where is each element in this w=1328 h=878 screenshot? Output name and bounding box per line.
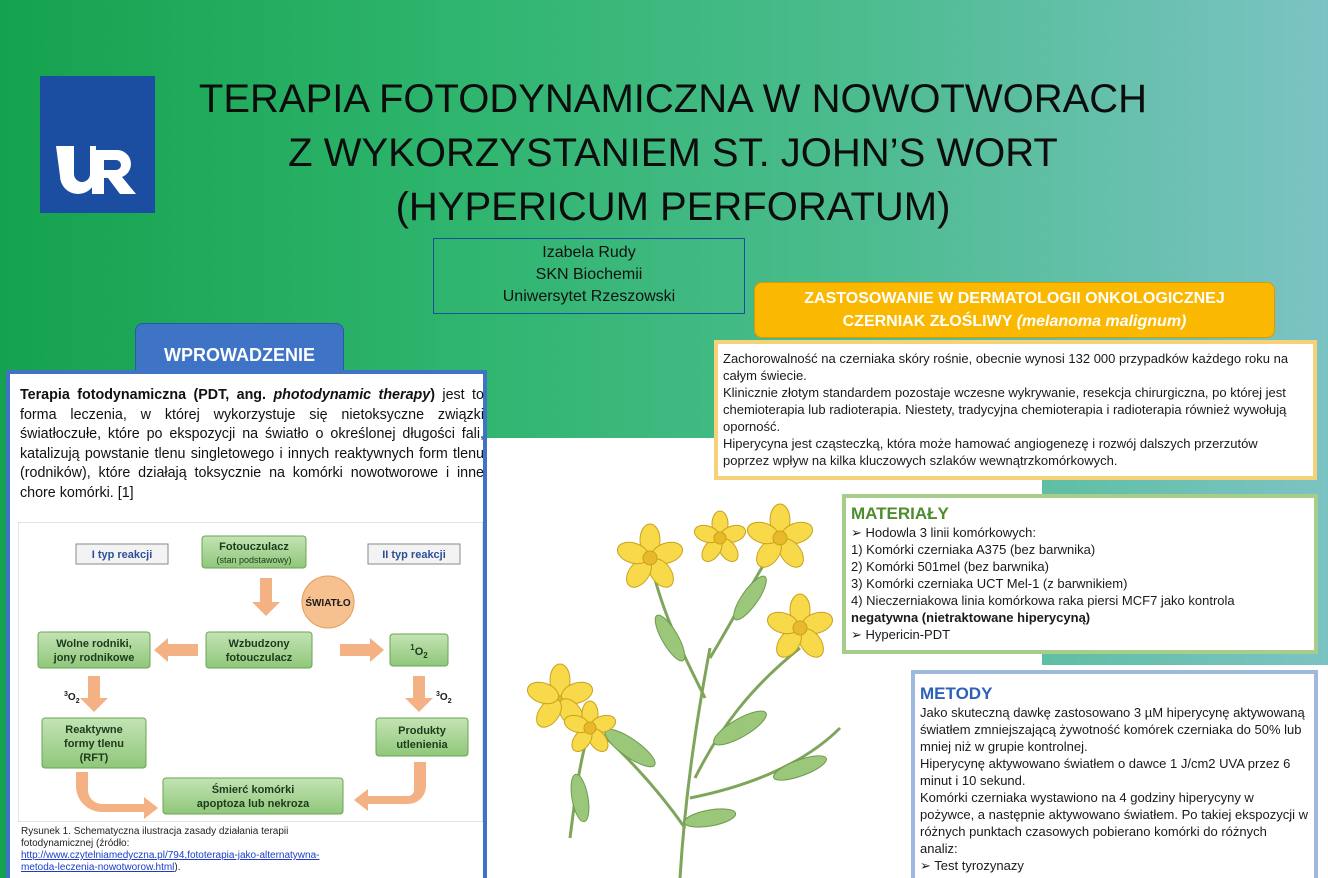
title-line-3: (HYPERICUM PERFORATUM): [395, 185, 951, 229]
methods-bullet: ➢ Test tyrozynazy: [920, 858, 1024, 873]
derm-header-latin: (melanoma malignum): [1016, 313, 1187, 330]
methods-p3: Komórki czerniaka wystawiono na 4 godziny hiperycyny w pożywce, a następnie aktywowano światłem. Po takiej ekspozycji w różnych punktach czasowych pobierano komórki do różnych analiz:: [920, 790, 1309, 856]
intro-term-en: photodynamic therapy: [273, 387, 431, 403]
photosensitizer-l2: (stan podstawowy): [216, 555, 292, 565]
derm-panel: [714, 340, 1317, 480]
materials-header: MATERIAŁY: [851, 504, 949, 523]
singlet-text: $^1O_2$: [410, 643, 428, 660]
ur-logo-icon: [52, 140, 147, 200]
methods-header: METODY: [920, 684, 993, 703]
caption-line-1: Rysunek 1. Schematyczna ilustracja zasady działania terapii: [21, 826, 289, 837]
derm-header-l2: CZERNIAK ZŁOŚLIWY: [842, 313, 1013, 330]
light-label: ŚWIATŁO: [305, 598, 351, 609]
methods-panel: [911, 670, 1318, 878]
title-line-2: Z WYKORZYSTANIEM ST. JOHN’S WORT: [288, 131, 1058, 175]
intro-text: [20, 386, 484, 503]
materials-panel: [842, 494, 1318, 654]
materials-last: ➢ Hypericin-PDT: [851, 627, 951, 642]
methods-p2: Hiperycynę aktywowano światłem o dawce 1 J/cm2 UVA przez 6 minut i 10 sekund.: [920, 756, 1291, 788]
intro-term: Terapia fotodynamiczna (PDT, ang.: [20, 387, 267, 403]
caption-end: ).: [174, 862, 181, 873]
title-line-1: TERAPIA FOTODYNAMICZNA W NOWOTWORACH: [198, 77, 1148, 121]
triplet-right: $^3O_2$: [436, 691, 452, 705]
derm-header: [754, 282, 1275, 338]
radicals-l2: jony rodnikowe: [53, 652, 135, 664]
photosensitizer-l1: Fotouczulacz: [219, 541, 289, 553]
author-name: Izabela Rudy: [542, 244, 636, 261]
materials-line-0: ➢ Hodowla 3 linii komórkowych:: [851, 525, 1037, 540]
intro-body: jest to forma leczenia, w której wykorzystuje się nietoksyczne związki światłoczułe, które po ekspozycji na światło o określonej długości fali, katalizują powstanie tlenu singletowego i innych reaktywnych form tlenu (rodników), które działają toksycznie na komórki nowotworowe i inne chore komórki. [1]: [20, 387, 484, 501]
death-l2: apoptoza lub nekroza: [196, 798, 310, 810]
derm-header-l1: ZASTOSOWANIE W DERMATOLOGII ONKOLOGICZNEJ: [804, 290, 1225, 307]
materials-line-3: 3) Komórki czerniaka UCT Mel-1 (z barwnikiem): [851, 576, 1128, 591]
death-l1: Śmierć komórki: [211, 784, 295, 796]
oxidation-l2: utlenienia: [396, 739, 448, 751]
type2-label: II typ reakcji: [382, 549, 446, 561]
rft-l2: formy tlenu: [64, 738, 124, 750]
intro-term-close: ): [430, 387, 435, 403]
type1-label: I typ reakcji: [91, 549, 153, 561]
author-box: [433, 238, 745, 314]
intro-panel: [6, 370, 487, 878]
materials-line-4: 4) Nieczerniakowa linia komórkowa raka piersi MCF7 jako kontrola: [851, 593, 1235, 608]
radicals-l1: Wolne rodniki,: [56, 638, 132, 650]
intro-header: WPROWADZENIE: [135, 323, 344, 371]
poster-title: [158, 72, 1188, 234]
rft-l1: Reaktywne: [65, 724, 123, 736]
caption-link[interactable]: http://www.czytelniamedyczna.pl/794,fototerapia-jako-alternatywna- metoda-leczenia-nowotworow.html: [21, 850, 320, 873]
caption-line-2: fotodynamicznej (źródło:: [21, 838, 130, 849]
author-university: Uniwersytet Rzeszowski: [502, 288, 676, 305]
materials-bold-line: negatywna (nietraktowane hiperycyną): [851, 610, 1091, 625]
excited-l2: fotouczulacz: [225, 652, 293, 664]
oxidation-l1: Produkty: [398, 725, 446, 737]
materials-line-2: 2) Komórki 501mel (bez barwnika): [851, 559, 1049, 574]
materials-line-1: 1) Komórki czerniaka A375 (bez barwnika): [851, 542, 1096, 557]
pdt-diagram: [18, 522, 483, 822]
author-group: SKN Biochemii: [535, 266, 643, 283]
derm-p2: Klinicznie złotym standardem pozostaje wczesne wykrywanie, resekcja chirurgiczna, po której jest chemioterapia lub radioterapia. Niestety, tradycyjna chemioterapia i radioterapia również wywołują oporność.: [723, 385, 1287, 434]
derm-p3: Hiperycyna jest cząsteczką, która może hamować angiogenezę i rozwój dalszych przerzutów poprzez wpływ na kilka kluczowych szlaków wewnątrzkomórkowych.: [723, 436, 1258, 468]
excited-l1: Wzbudzony: [228, 638, 290, 650]
methods-p1: Jako skuteczną dawkę zastosowano 3 µM hiperycynę aktywowaną światłem zmniejszającą żywotność komórek czerniaka do 50% lub mniej niż w grupie kontrolnej.: [920, 705, 1305, 754]
derm-p1: Zachorowalność na czerniaka skóry rośnie, obecnie wynosi 132 000 przypadków każdego roku na całym świecie.: [723, 351, 1289, 383]
figure-caption: [21, 826, 471, 874]
triplet-left: $^3O_2$: [64, 691, 80, 705]
rft-l3: (RFT): [79, 752, 109, 764]
